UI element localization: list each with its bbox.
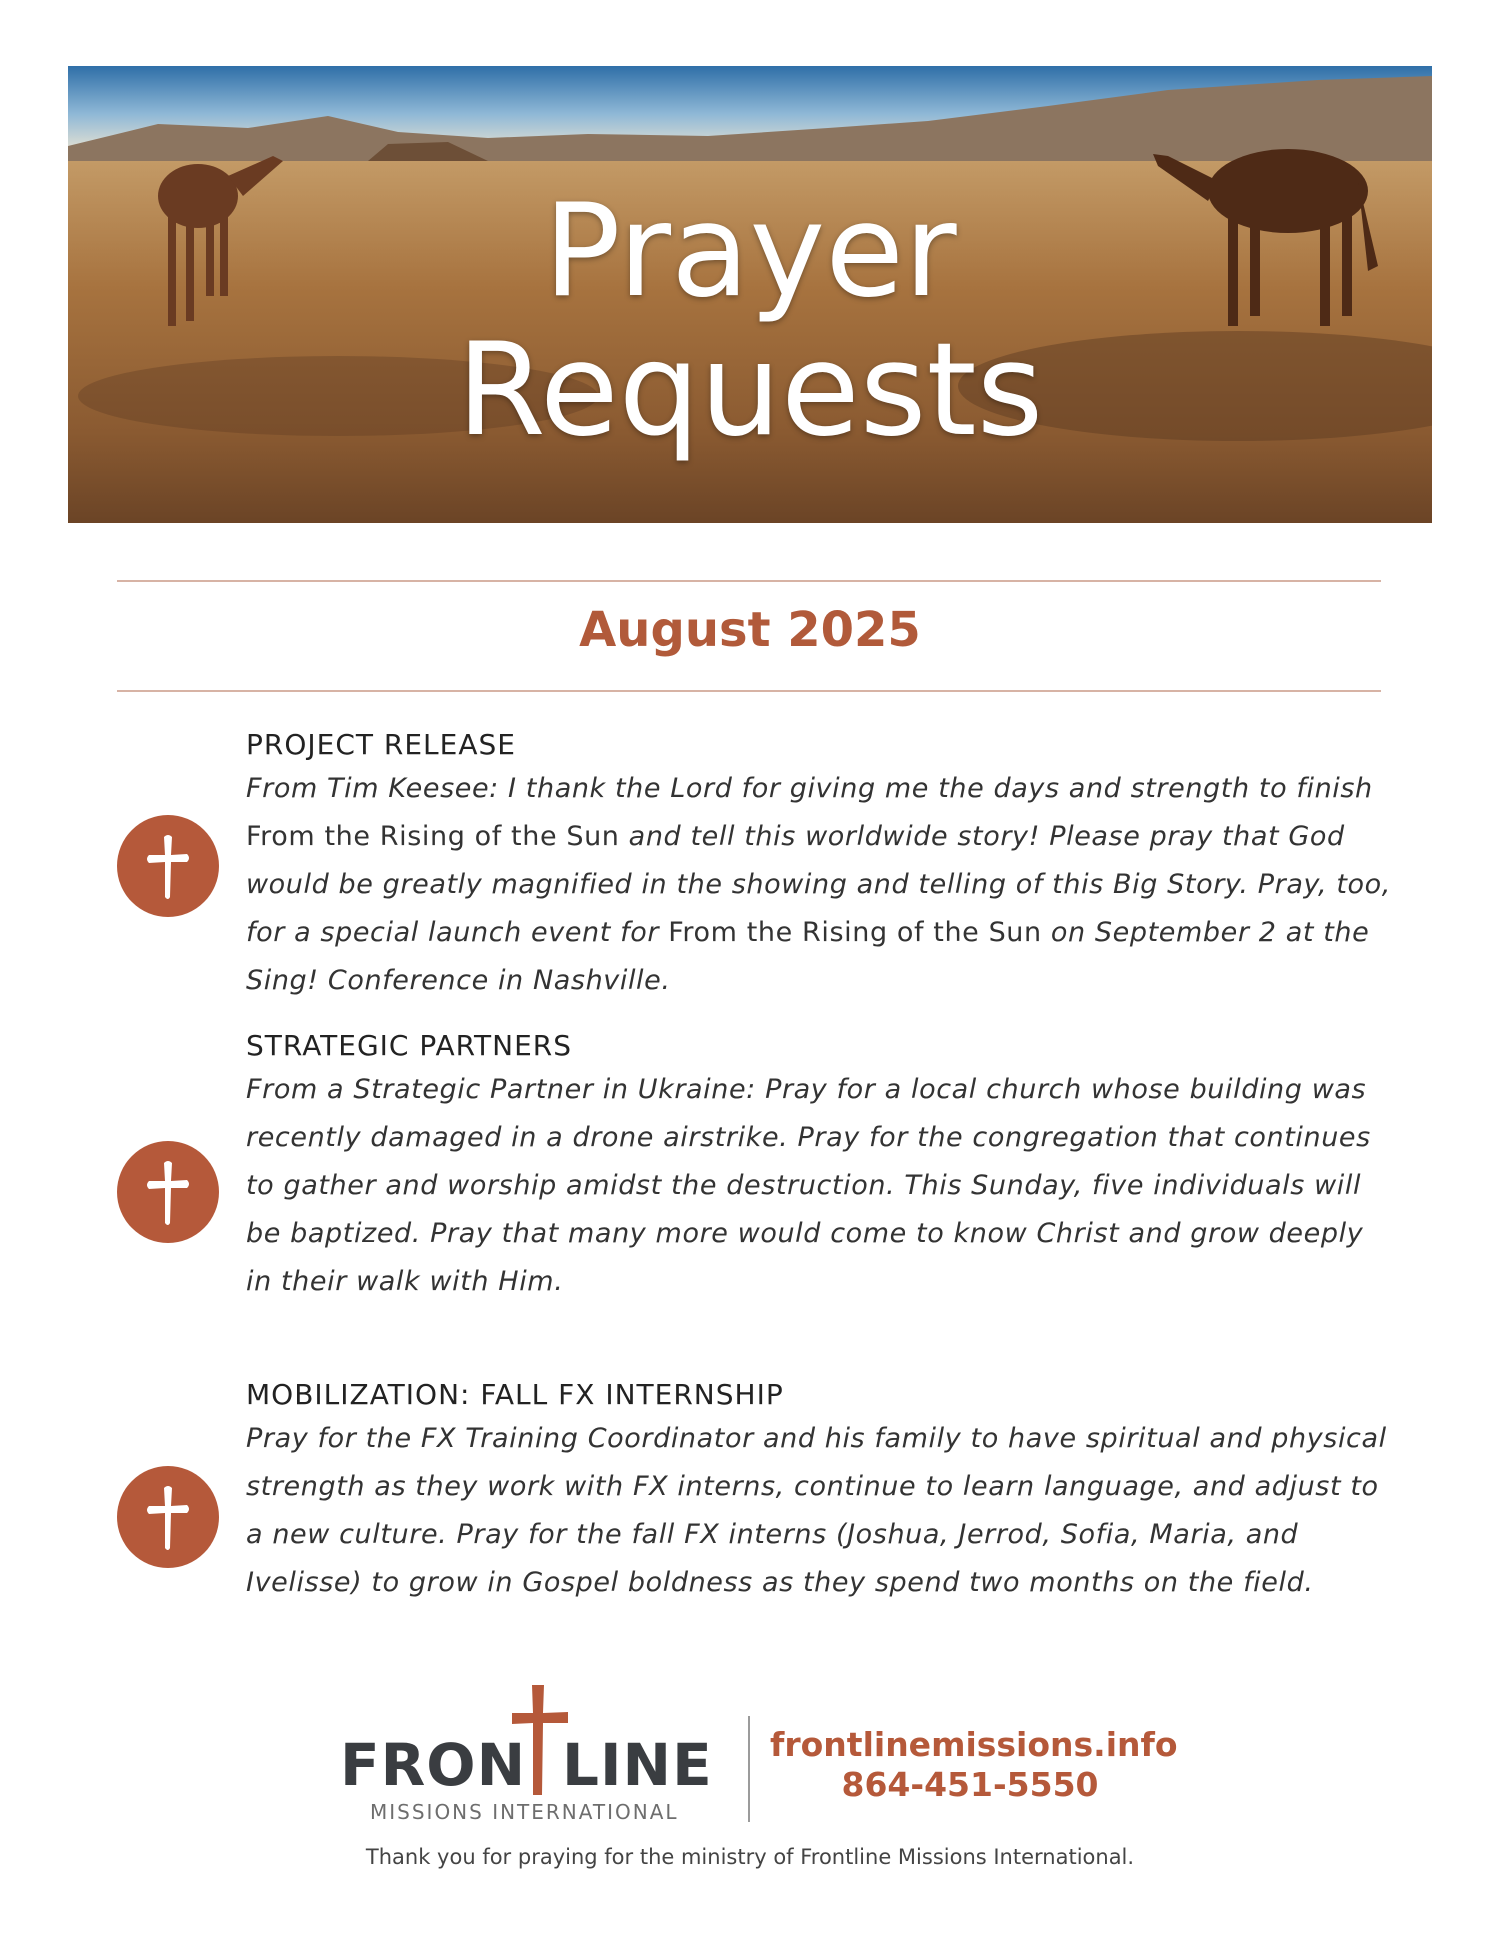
cross-icon [117, 815, 219, 917]
footer-thanks: Thank you for praying for the ministry of Frontline Missions International. [365, 1845, 1135, 1869]
section-heading: MOBILIZATION: FALL FX INTERNSHIP [246, 1378, 784, 1411]
top-rule [117, 580, 1381, 582]
section-heading: STRATEGIC PARTNERS [246, 1029, 573, 1062]
logo-word-left: FRON [340, 1731, 527, 1799]
phone-number[interactable]: 864-451-5550 [841, 1765, 1099, 1804]
frontline-logo [340, 1685, 720, 1824]
title-prayer: Prayer [543, 177, 957, 326]
section-project-release [246, 725, 1396, 1005]
section-body: From a Strategic Partner in Ukraine: Pray for a local church whose building was recently damaged in a drone airstrike. Pray for the congregation that continues to gather and worship amidst the destruction. This Sunday, five individuals will be baptized. Pray that many more would come to know Christ and grow deeply in their walk with Him. [246, 1074, 1371, 1297]
cross-icon [117, 1466, 219, 1568]
logo-cross-icon [510, 1685, 570, 1805]
logo-divider [748, 1716, 750, 1822]
hero-banner [68, 66, 1432, 523]
section-heading: PROJECT RELEASE [246, 728, 516, 761]
website-link[interactable]: frontlinemissions.info [770, 1725, 1178, 1764]
section-body: Pray for the FX Training Coordinator and his family to have spiritual and physical strength as they work with FX interns, continue to learn language, and adjust to a new culture. Pray for the fall FX interns (Joshua, Jerrod, Sofia, Maria, and Ivelisse) to grow in Gospel boldness as they spend two months on the field. [246, 1423, 1387, 1598]
section-body: From Tim Keesee: I thank the Lord for giving me the days and strength to finish From the Rising of the Sun and tell this worldwide story! Please pray that God would be greatly magnified in the showing and telling of this Big Story. Pray, too, for a special launch event for From the Rising of the Sun on September 2 at the Sing! Conference in Nashville. [246, 773, 1391, 996]
logo-word-right: LINE [562, 1731, 713, 1799]
section-mobilization [246, 1375, 1396, 1607]
bottom-rule [117, 690, 1381, 692]
cross-icon [117, 1141, 219, 1243]
month-heading: August 2025 [579, 602, 921, 658]
section-strategic-partners [246, 1026, 1396, 1306]
logo-subtitle: MISSIONS INTERNATIONAL [370, 1800, 679, 1824]
title-requests: Requests [456, 316, 1044, 465]
